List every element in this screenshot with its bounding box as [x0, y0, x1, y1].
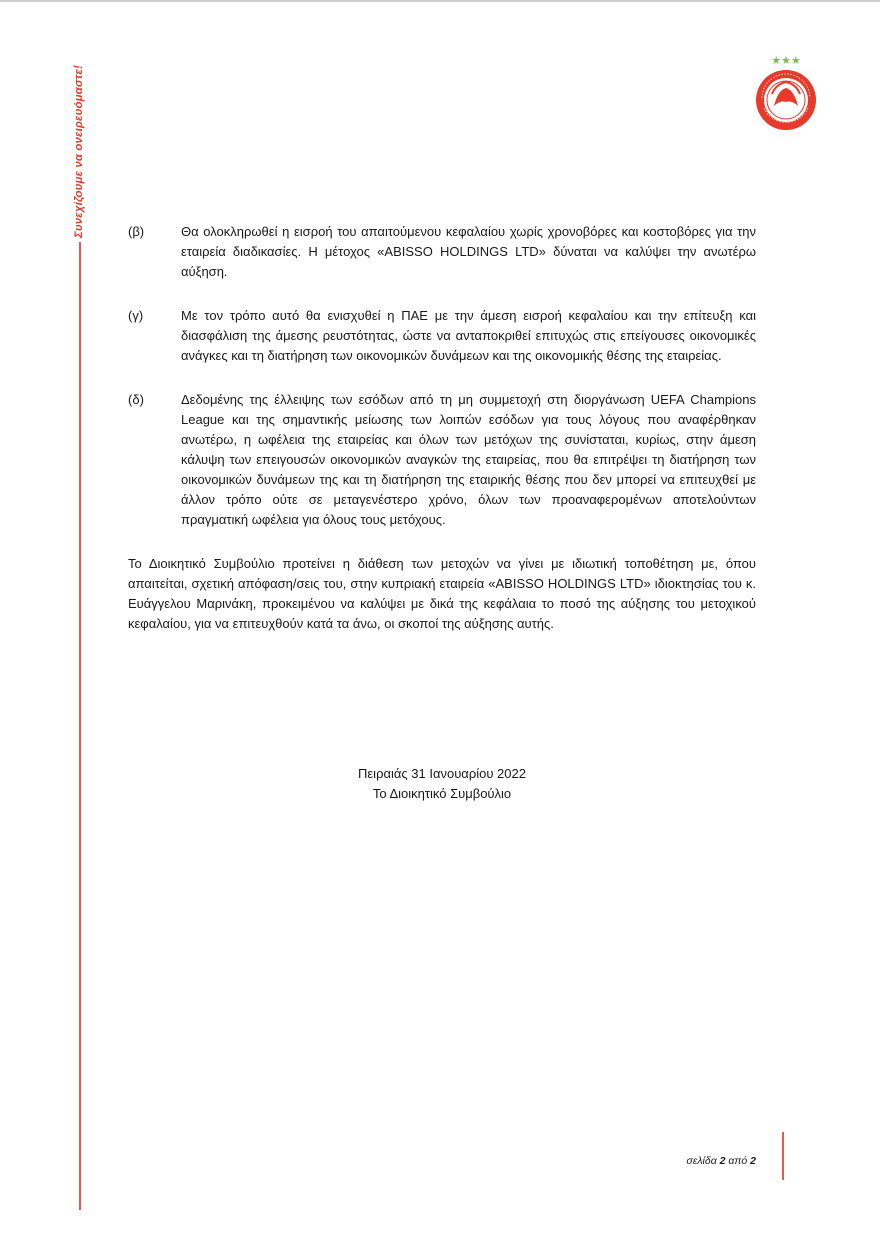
page-total: 2 [750, 1155, 756, 1167]
closing-block [128, 764, 756, 804]
list-item [128, 390, 756, 530]
page-current: 2 [719, 1155, 726, 1167]
item-label: (γ) [128, 308, 144, 323]
page-number [686, 1155, 756, 1167]
document-body [128, 222, 756, 647]
place-date: Πειραιάς 31 Ιανουαρίου 2022 [358, 766, 526, 781]
olympiacos-crest-icon [748, 50, 824, 132]
crest-stars: ★★★ [771, 55, 801, 67]
item-text: Δεδομένης της έλλειψης των εσόδων από τη μη συμμετοχή στη διοργάνωση UEFA Champions League και της σημαντικής μείωσης των λοιπών εσόδων για τους λόγους που αναφέρθηκαν ανωτέρω, η ωφέλεια της εταιρείας και όλων των μετόχων της συνίσταται, κυρίως, στην άμεση κάλυψη των επειγουσών οικονομικών αναγκών της εταιρείας, που θα επιτρέψει τη διατήρηση των οικονομικών δυνάμεων της και τη διατήρηση της εταιρικής θέσης που δεν μπορεί να επιτευχθεί με άλλον τρόπο ούτε σε μεταγενέστερο χρόνο, όλων των προαναφερομένων αποτελούντων πραγματική ωφέλεια για όλους τους μετόχους. [181, 392, 756, 527]
board-proposal-paragraph: Το Διοικητικό Συμβούλιο προτείνει η διάθεση των μετοχών να γίνει με ιδιωτική τοποθέτηση με, όπου απαιτείται, σχετική απόφαση/σεις του, στην κυπριακή εταιρεία «ABISSO HOLDINGS LTD» ιδιοκτησίας του κ. Ευάγγελου Μαρινάκη, προκειμένου να καλύψει με δικά της κεφάλαια το ποσό της αύξησης του μετοχικού κεφαλαίου, για να επιτευχθούν κατά τα άνω, οι σκοποί της αύξησης αυτής. [128, 556, 756, 631]
list-item [128, 306, 756, 366]
item-text: Με τον τρόπο αυτό θα ενισχυθεί η ΠΑΕ με την άμεση εισροή κεφαλαίου και την επίτευξη και διασφάλιση της άμεσης ρευστότητας, ώστε να ανταποκριθεί επιτυχώς στις επείγουσες οικονομικές ανάγκες και τη διατήρηση των οικονομικών δυνάμεων και της οικονομικής θέσης της εταιρείας. [181, 308, 756, 363]
page-middle: από [725, 1155, 751, 1167]
left-divider [79, 242, 81, 1210]
footer-divider [782, 1132, 784, 1180]
item-label: (δ) [128, 392, 144, 407]
sidebar-slogan: Συνεχίζουμε να ονειρευόμαστε! [73, 65, 85, 238]
top-border [0, 0, 880, 2]
page-prefix: σελίδα [686, 1155, 720, 1167]
item-label: (β) [128, 224, 145, 239]
sidebar [70, 48, 90, 238]
list-item [128, 222, 756, 282]
item-text: Θα ολοκληρωθεί η εισροή του απαιτούμενου κεφαλαίου χωρίς χρονοβόρες και κοστοβόρες για την εταιρεία διαδικασίες. Η μέτοχος «ABISSO HOLDINGS LTD» δύναται να καλύψει την ανωτέρω αύξηση. [181, 224, 756, 279]
signatory: Το Διοικητικό Συμβούλιο [372, 786, 512, 801]
